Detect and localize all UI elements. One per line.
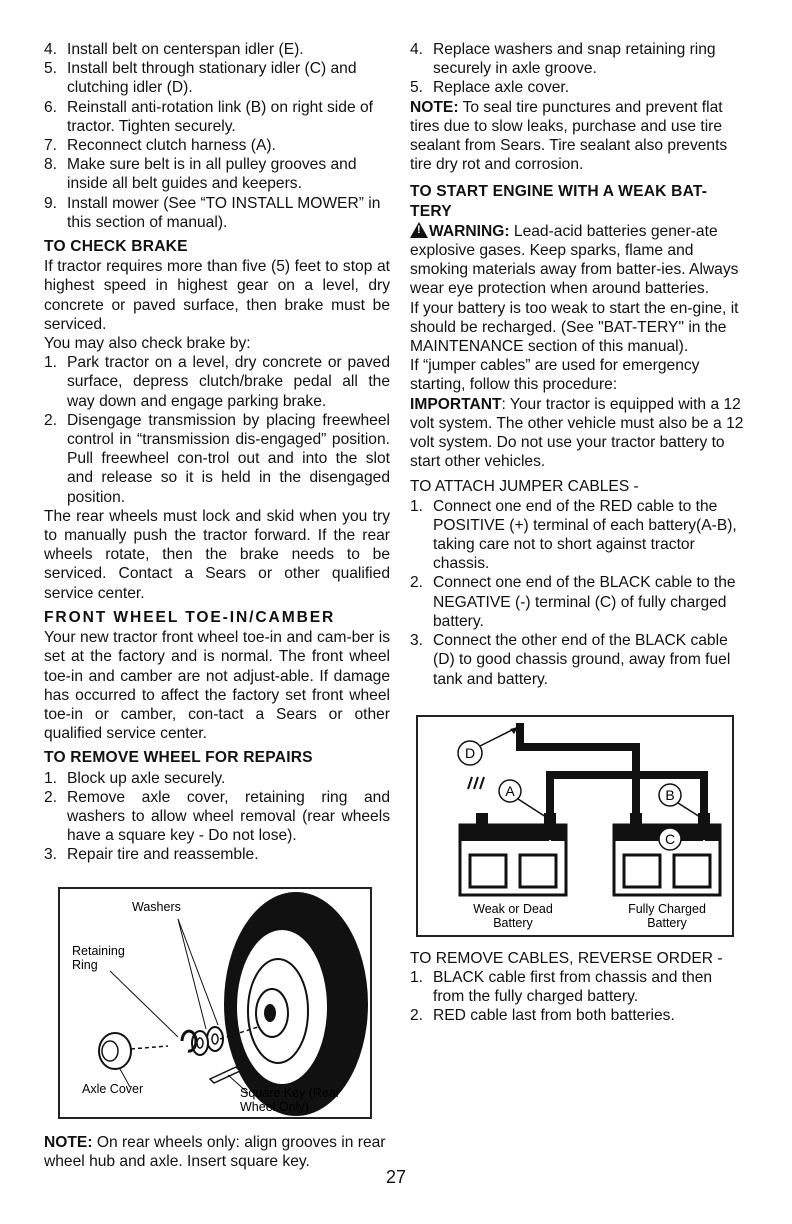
step-text: Connect the other end of the BLACK cable (D) to good chassis ground, away from fuel tank and battery. xyxy=(433,632,731,688)
list-item xyxy=(410,40,746,78)
list-item xyxy=(44,155,390,193)
charged-battery-caption: Fully Charged xyxy=(628,901,706,916)
plus-sign: + xyxy=(544,834,556,855)
step-number: 2. xyxy=(44,788,58,806)
note-label: NOTE: xyxy=(410,98,459,116)
step-number: 5. xyxy=(410,79,424,97)
list-item xyxy=(410,968,746,1006)
check-brake-steps xyxy=(44,353,390,507)
charged-battery-cell xyxy=(624,855,660,887)
list-item xyxy=(44,194,390,232)
negative-terminal xyxy=(476,813,488,827)
recharge-paragraph: If your battery is too weak to start the en-gine, it should be recharged. (See "BAT-TERY" in the MAINTENANCE section of this manual). xyxy=(410,299,739,356)
step-number: 3. xyxy=(410,632,424,650)
list-item xyxy=(44,40,390,59)
callout-d-label: D xyxy=(464,744,476,761)
left-column xyxy=(44,40,390,1171)
list-item xyxy=(410,497,746,574)
warning-label: WARNING: xyxy=(429,222,510,240)
belt-install-steps xyxy=(44,40,390,232)
list-item xyxy=(44,59,390,97)
list-item xyxy=(410,1006,746,1025)
list-item xyxy=(44,788,390,846)
axle-cover-shape xyxy=(99,1033,131,1069)
plus-sign: + xyxy=(698,834,710,855)
step-text: Block up axle securely. xyxy=(67,769,226,787)
leader-line xyxy=(178,919,206,1029)
list-item xyxy=(44,769,390,788)
step-number: 8. xyxy=(44,156,58,174)
attach-cables-heading: TO ATTACH JUMPER CABLES - xyxy=(410,478,639,496)
step-text: Replace axle cover. xyxy=(433,79,570,97)
callout-leader xyxy=(678,803,700,817)
important-text: : Your tractor is equipped with a 12 volt system. The other vehicle must also be a 12 volt system. Do not use your tractor battery to start other vehicles. xyxy=(410,395,744,471)
list-item xyxy=(44,353,390,411)
note-text: To seal tire punctures and prevent flat tires due to slow leaks, purchase and use tire sealant from Sears. Tire sealant also prevents tire dry rot and corrosion. xyxy=(410,98,728,174)
wheel-diagram xyxy=(60,889,370,1117)
step-number: 1. xyxy=(410,968,424,986)
square-key-label: Square Key (Rear xyxy=(240,1085,341,1100)
list-item xyxy=(44,98,390,136)
toe-in-text: Your new tractor front wheel toe-in and cam-ber is set at the factory and is normal. The front wheel toe-in and camber are not adjust-able. If damage has occurred to affect the factory set front wheel toe-in or camber, con-tact a Sears or other qualified service center. xyxy=(44,629,390,743)
positive-terminal xyxy=(544,813,556,827)
assembly-axis-line xyxy=(131,1046,168,1049)
ground-icon xyxy=(468,777,472,789)
step-text: BLACK cable first from chassis and then from the fully charged battery. xyxy=(433,968,713,1006)
warning-text: Lead-acid batteries gener-ate explosive gases. Keep sparks, flame and smoking materials away from batter-ies. Always wear eye protection when around batteries. xyxy=(410,222,739,298)
step-text: Install belt through stationary idler (C) and clutching idler (D). xyxy=(67,60,357,97)
step-text: Replace washers and snap retaining ring securely in axle groove. xyxy=(433,41,716,78)
step-text: RED cable last from both batteries. xyxy=(433,1007,675,1025)
step-number: 1. xyxy=(44,769,58,787)
step-number: 9. xyxy=(44,194,58,212)
step-number: 5. xyxy=(44,60,58,78)
callout-b-label: B xyxy=(665,786,675,803)
step-text: Make sure belt is in all pulley grooves and inside all belt guides and keepers. xyxy=(67,156,357,193)
minus-sign: – xyxy=(477,837,487,855)
remove-wheel-heading: TO REMOVE WHEEL FOR REPAIRS xyxy=(44,749,313,767)
warning-icon xyxy=(410,222,428,238)
important-label: IMPORTANT xyxy=(410,395,502,413)
step-number: 2. xyxy=(410,574,424,592)
step-number: 4. xyxy=(44,41,58,58)
list-item xyxy=(410,573,746,631)
step-text: Disengage transmission by placing freewheel control in “transmission dis-engaged” position. Pull freewheel con-trol out and into the slot and release so it is held in the disengaged position. xyxy=(67,411,390,506)
step-text: Reinstall anti-rotation link (B) on right side of tractor. Tighten securely. xyxy=(67,98,373,135)
remove-cables-heading: TO REMOVE CABLES, REVERSE ORDER - xyxy=(410,949,723,967)
callout-c-label: C xyxy=(664,830,676,847)
charged-battery-cell xyxy=(674,855,710,887)
step-text: Repair tire and reassemble. xyxy=(67,846,259,864)
callout-a-label: A xyxy=(505,782,515,799)
list-item xyxy=(44,411,390,507)
washer-hole xyxy=(212,1034,218,1044)
weak-battery-heading: TO START ENGINE WITH A WEAK BAT-TERY xyxy=(410,183,708,220)
step-number: 2. xyxy=(44,411,58,429)
step-text: Reconnect clutch harness (A). xyxy=(67,137,276,155)
note-label: NOTE: xyxy=(44,1133,93,1151)
step-number: 6. xyxy=(44,98,58,116)
step-number: 1. xyxy=(410,497,424,515)
toe-in-heading: FRONT WHEEL TOE-IN/CAMBER xyxy=(44,608,336,626)
page-number: 27 xyxy=(385,1167,407,1187)
step-text: Park tractor on a level, dry concrete or paved surface, depress clutch/brake pedal all the way down and engage parking brake. xyxy=(67,354,390,410)
important-paragraph xyxy=(410,395,746,472)
washers-label: Washers xyxy=(132,899,181,914)
negative-terminal xyxy=(630,813,642,827)
step-number: 7. xyxy=(44,137,58,155)
step-text: Install belt on centerspan idler (E). xyxy=(67,41,304,58)
washer-hole xyxy=(197,1038,203,1048)
check-brake-heading: TO CHECK BRAKE xyxy=(44,238,188,256)
step-text: Connect one end of the BLACK cable to the NEGATIVE (-) terminal (C) of fully charged battery. xyxy=(433,574,736,630)
step-number: 4. xyxy=(410,41,424,58)
weak-battery-caption: Weak or Dead xyxy=(473,901,553,916)
ground-icon xyxy=(474,777,478,789)
positive-terminal xyxy=(698,813,710,827)
minus-sign: – xyxy=(631,837,641,855)
list-item xyxy=(44,136,390,155)
weak-battery-cell xyxy=(520,855,556,887)
retaining-ring-label: Retaining xyxy=(72,943,125,958)
warning-paragraph xyxy=(410,222,746,299)
attach-cables-steps xyxy=(410,497,746,689)
step-text: Install mower (See “TO INSTALL MOWER” in this section of manual). xyxy=(67,194,381,231)
leader-line xyxy=(178,919,218,1025)
weak-battery-cell xyxy=(470,855,506,887)
tire-sealant-note xyxy=(410,98,746,175)
list-item xyxy=(410,631,746,689)
step-text: Connect one end of the RED cable to the POSITIVE (+) terminal of each battery(A-B), taking care not to short against tractor chassis. xyxy=(433,497,737,573)
remove-wheel-steps xyxy=(44,769,390,865)
battery-diagram xyxy=(418,717,732,935)
charged-battery-caption: Battery xyxy=(647,915,687,930)
jumper-intro: If “jumper cables” are used for emergency starting, follow this procedure: xyxy=(410,357,700,394)
leader-line xyxy=(110,971,178,1037)
check-brake-also: You may also check brake by: xyxy=(44,335,251,353)
rear-wheel-note xyxy=(44,1133,390,1171)
list-item xyxy=(44,845,390,864)
wheel-removal-figure xyxy=(58,887,372,1119)
axle-cover-label: Axle Cover xyxy=(82,1081,144,1096)
step-number: 2. xyxy=(410,1007,424,1025)
square-key-label: Wheel Only) xyxy=(240,1099,309,1114)
black-cable xyxy=(520,723,636,813)
square-key-shape xyxy=(210,1067,240,1083)
retaining-ring-label: Ring xyxy=(72,957,98,972)
weak-battery-caption: Battery xyxy=(493,915,533,930)
check-brake-intro: If tractor requires more than five (5) feet to stop at highest speed in highest gear on a level, dry concrete or paved surface, then brake must be serviced. xyxy=(44,258,390,333)
callout-leader xyxy=(518,799,546,817)
right-column xyxy=(410,40,746,1026)
ground-icon xyxy=(480,777,484,789)
check-brake-outro: The rear wheels must lock and skid when you try to manually push the tractor forward. If the rear wheels rotate, then the brake needs to be serviced. Contact a Sears or other qualified service center. xyxy=(44,507,390,602)
jumper-cable-figure xyxy=(416,715,734,937)
remove-cables-steps xyxy=(410,968,746,1026)
list-item xyxy=(410,78,746,97)
axle-hole xyxy=(264,1004,276,1022)
note-text: On rear wheels only: align grooves in rear wheel hub and axle. Insert square key. xyxy=(44,1133,386,1170)
step-number: 3. xyxy=(44,846,58,864)
step-number: 1. xyxy=(44,354,58,372)
step-text: Remove axle cover, retaining ring and washers to allow wheel removal (rear wheels have a square key - Do not lose). xyxy=(67,788,390,845)
wheel-reassemble-steps xyxy=(410,40,746,98)
